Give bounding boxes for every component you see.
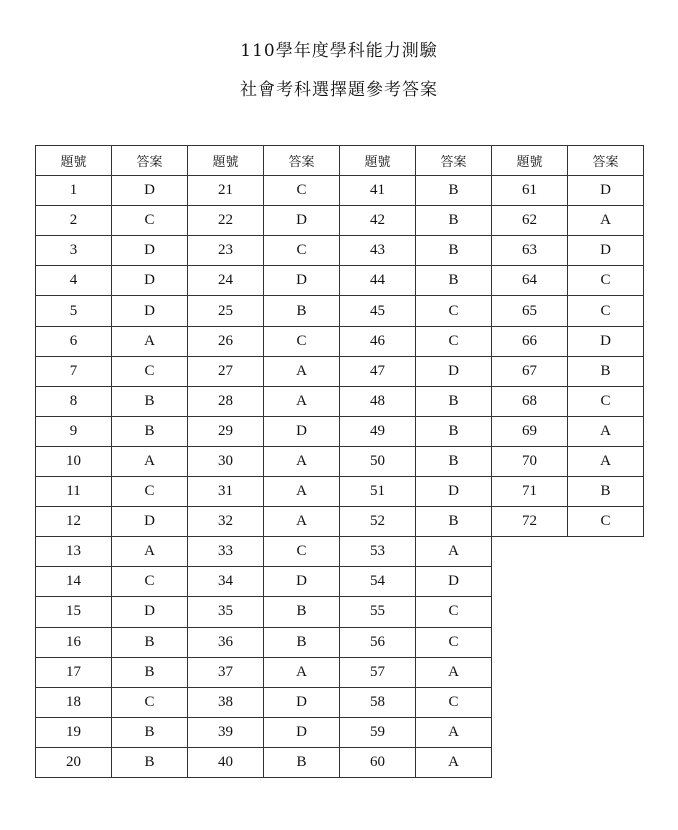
- answer-cell: B: [416, 176, 492, 206]
- table-row: [36, 687, 644, 717]
- column-header-question: 題號: [188, 146, 264, 176]
- question-number-cell: 45: [340, 296, 416, 326]
- answer-cell: B: [568, 356, 644, 386]
- answer-cell: A: [264, 657, 340, 687]
- answer-cell: A: [264, 477, 340, 507]
- answer-cell: C: [568, 507, 644, 537]
- empty-cell: [492, 597, 568, 627]
- answer-cell: C: [416, 687, 492, 717]
- answer-cell: B: [568, 477, 644, 507]
- answer-cell: B: [416, 416, 492, 446]
- column-header-answer: 答案: [568, 146, 644, 176]
- answer-cell: C: [568, 266, 644, 296]
- question-number-cell: 55: [340, 597, 416, 627]
- table-row: [36, 657, 644, 687]
- answer-cell: C: [264, 176, 340, 206]
- question-number-cell: 31: [188, 477, 264, 507]
- page-subtitle: 社會考科選擇題參考答案: [240, 80, 438, 100]
- table-row: [36, 747, 644, 777]
- page-title: 110學年度學科能力測驗: [240, 41, 438, 61]
- question-number-cell: 54: [340, 567, 416, 597]
- table-row: [36, 386, 644, 416]
- answer-cell: C: [112, 687, 188, 717]
- empty-cell: [568, 597, 644, 627]
- table-row: [36, 206, 644, 236]
- question-number-cell: 53: [340, 537, 416, 567]
- answer-cell: C: [264, 236, 340, 266]
- question-number-cell: 26: [188, 326, 264, 356]
- question-number-cell: 3: [36, 236, 112, 266]
- answer-cell: A: [112, 537, 188, 567]
- question-number-cell: 47: [340, 356, 416, 386]
- table-row: [36, 507, 644, 537]
- answer-cell: D: [112, 507, 188, 537]
- question-number-cell: 30: [188, 446, 264, 476]
- question-number-cell: 44: [340, 266, 416, 296]
- header-row: [36, 146, 644, 176]
- empty-cell: [492, 717, 568, 747]
- question-number-cell: 35: [188, 597, 264, 627]
- answer-cell: D: [112, 296, 188, 326]
- answer-cell: C: [112, 356, 188, 386]
- answer-cell: B: [112, 386, 188, 416]
- question-number-cell: 68: [492, 386, 568, 416]
- answer-cell: D: [264, 567, 340, 597]
- question-number-cell: 38: [188, 687, 264, 717]
- table-row: [36, 176, 644, 206]
- answer-cell: C: [112, 206, 188, 236]
- answer-cell: C: [112, 477, 188, 507]
- answer-cell: A: [568, 446, 644, 476]
- answer-cell: A: [264, 386, 340, 416]
- question-number-cell: 62: [492, 206, 568, 236]
- answer-cell: A: [416, 537, 492, 567]
- answer-cell: A: [264, 446, 340, 476]
- question-number-cell: 25: [188, 296, 264, 326]
- answer-cell: B: [416, 236, 492, 266]
- answer-cell: D: [416, 567, 492, 597]
- table-row: [36, 266, 644, 296]
- question-number-cell: 70: [492, 446, 568, 476]
- answer-cell: D: [112, 597, 188, 627]
- table-row: [36, 477, 644, 507]
- answer-cell: D: [568, 176, 644, 206]
- answer-cell: A: [568, 206, 644, 236]
- question-number-cell: 60: [340, 747, 416, 777]
- table-row: [36, 356, 644, 386]
- question-number-cell: 46: [340, 326, 416, 356]
- question-number-cell: 23: [188, 236, 264, 266]
- column-header-answer: 答案: [112, 146, 188, 176]
- question-number-cell: 27: [188, 356, 264, 386]
- question-number-cell: 29: [188, 416, 264, 446]
- question-number-cell: 16: [36, 627, 112, 657]
- answer-cell: B: [264, 597, 340, 627]
- answer-cell: C: [416, 627, 492, 657]
- question-number-cell: 28: [188, 386, 264, 416]
- answer-cell: B: [416, 507, 492, 537]
- answer-cell: D: [264, 416, 340, 446]
- column-header-question: 題號: [36, 146, 112, 176]
- answer-cell: C: [264, 326, 340, 356]
- question-number-cell: 33: [188, 537, 264, 567]
- question-number-cell: 71: [492, 477, 568, 507]
- question-number-cell: 52: [340, 507, 416, 537]
- answer-cell: D: [568, 326, 644, 356]
- table-row: [36, 717, 644, 747]
- answer-cell: D: [264, 206, 340, 236]
- question-number-cell: 59: [340, 717, 416, 747]
- answer-cell: B: [112, 627, 188, 657]
- column-header-question: 題號: [340, 146, 416, 176]
- answer-cell: B: [112, 657, 188, 687]
- answer-cell: C: [416, 326, 492, 356]
- answer-cell: B: [112, 717, 188, 747]
- answer-cell: B: [416, 206, 492, 236]
- table-row: [36, 537, 644, 567]
- answer-cell: C: [416, 597, 492, 627]
- question-number-cell: 22: [188, 206, 264, 236]
- question-number-cell: 5: [36, 296, 112, 326]
- empty-cell: [568, 687, 644, 717]
- empty-cell: [568, 567, 644, 597]
- answer-cell: D: [416, 477, 492, 507]
- question-number-cell: 8: [36, 386, 112, 416]
- answer-table: [35, 145, 644, 778]
- question-number-cell: 40: [188, 747, 264, 777]
- question-number-cell: 61: [492, 176, 568, 206]
- question-number-cell: 69: [492, 416, 568, 446]
- question-number-cell: 18: [36, 687, 112, 717]
- table-row: [36, 416, 644, 446]
- answer-cell: A: [416, 657, 492, 687]
- question-number-cell: 48: [340, 386, 416, 416]
- question-number-cell: 43: [340, 236, 416, 266]
- question-number-cell: 12: [36, 507, 112, 537]
- answer-cell: C: [264, 537, 340, 567]
- answer-cell: B: [416, 386, 492, 416]
- answer-cell: A: [264, 507, 340, 537]
- question-number-cell: 37: [188, 657, 264, 687]
- question-number-cell: 63: [492, 236, 568, 266]
- question-number-cell: 6: [36, 326, 112, 356]
- table-row: [36, 326, 644, 356]
- empty-cell: [492, 747, 568, 777]
- answer-cell: B: [264, 627, 340, 657]
- answer-cell: C: [568, 386, 644, 416]
- answer-cell: D: [416, 356, 492, 386]
- column-header-question: 題號: [492, 146, 568, 176]
- answer-cell: A: [112, 446, 188, 476]
- empty-cell: [492, 687, 568, 717]
- column-header-answer: 答案: [264, 146, 340, 176]
- question-number-cell: 20: [36, 747, 112, 777]
- question-number-cell: 9: [36, 416, 112, 446]
- question-number-cell: 57: [340, 657, 416, 687]
- answer-cell: D: [264, 717, 340, 747]
- answer-cell: A: [112, 326, 188, 356]
- empty-cell: [492, 657, 568, 687]
- answer-cell: B: [112, 747, 188, 777]
- empty-cell: [492, 567, 568, 597]
- question-number-cell: 4: [36, 266, 112, 296]
- question-number-cell: 21: [188, 176, 264, 206]
- answer-cell: A: [416, 717, 492, 747]
- answer-cell: C: [416, 296, 492, 326]
- answer-cell: C: [112, 567, 188, 597]
- answer-cell: D: [568, 236, 644, 266]
- answer-cell: A: [264, 356, 340, 386]
- answer-cell: D: [112, 236, 188, 266]
- empty-cell: [568, 627, 644, 657]
- question-number-cell: 65: [492, 296, 568, 326]
- question-number-cell: 32: [188, 507, 264, 537]
- answer-cell: C: [568, 296, 644, 326]
- question-number-cell: 13: [36, 537, 112, 567]
- question-number-cell: 36: [188, 627, 264, 657]
- column-header-answer: 答案: [416, 146, 492, 176]
- answer-cell: B: [112, 416, 188, 446]
- answer-cell: D: [264, 687, 340, 717]
- answer-cell: B: [416, 266, 492, 296]
- answer-cell: A: [568, 416, 644, 446]
- question-number-cell: 10: [36, 446, 112, 476]
- question-number-cell: 42: [340, 206, 416, 236]
- answer-cell: B: [264, 747, 340, 777]
- question-number-cell: 58: [340, 687, 416, 717]
- question-number-cell: 64: [492, 266, 568, 296]
- answer-cell: B: [264, 296, 340, 326]
- question-number-cell: 15: [36, 597, 112, 627]
- empty-cell: [568, 747, 644, 777]
- question-number-cell: 14: [36, 567, 112, 597]
- empty-cell: [568, 537, 644, 567]
- question-number-cell: 17: [36, 657, 112, 687]
- question-number-cell: 1: [36, 176, 112, 206]
- question-number-cell: 34: [188, 567, 264, 597]
- question-number-cell: 2: [36, 206, 112, 236]
- question-number-cell: 24: [188, 266, 264, 296]
- question-number-cell: 49: [340, 416, 416, 446]
- question-number-cell: 66: [492, 326, 568, 356]
- empty-cell: [492, 627, 568, 657]
- question-number-cell: 56: [340, 627, 416, 657]
- question-number-cell: 7: [36, 356, 112, 386]
- question-number-cell: 51: [340, 477, 416, 507]
- table-row: [36, 627, 644, 657]
- answer-cell: D: [112, 176, 188, 206]
- table-row: [36, 236, 644, 266]
- answer-cell: A: [416, 747, 492, 777]
- table-row: [36, 296, 644, 326]
- table-row: [36, 597, 644, 627]
- empty-cell: [568, 717, 644, 747]
- answer-cell: D: [264, 266, 340, 296]
- question-number-cell: 39: [188, 717, 264, 747]
- empty-cell: [568, 657, 644, 687]
- answer-cell: D: [112, 266, 188, 296]
- question-number-cell: 11: [36, 477, 112, 507]
- table-row: [36, 446, 644, 476]
- table-row: [36, 567, 644, 597]
- question-number-cell: 50: [340, 446, 416, 476]
- empty-cell: [492, 537, 568, 567]
- answer-cell: B: [416, 446, 492, 476]
- question-number-cell: 67: [492, 356, 568, 386]
- question-number-cell: 41: [340, 176, 416, 206]
- question-number-cell: 72: [492, 507, 568, 537]
- question-number-cell: 19: [36, 717, 112, 747]
